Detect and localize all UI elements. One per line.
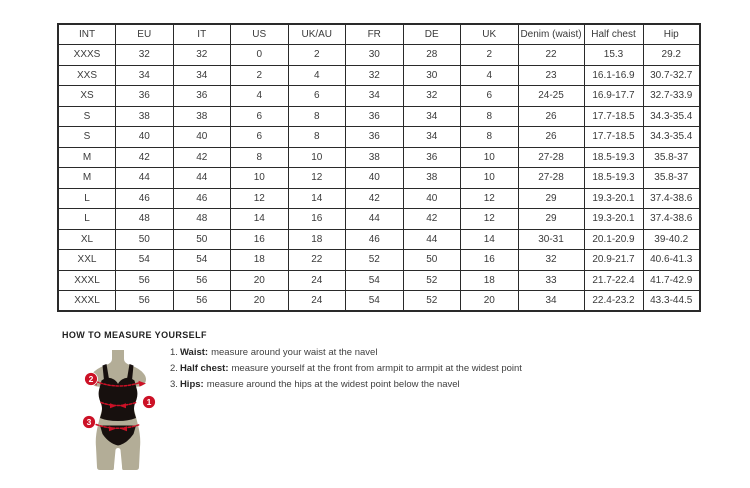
size-cell: 35.8-37 (643, 168, 700, 189)
size-cell: 44 (346, 209, 404, 230)
size-cell: 56 (116, 270, 174, 291)
size-cell: 46 (173, 188, 231, 209)
column-header: IT (173, 24, 231, 45)
size-cell: S (58, 106, 116, 127)
size-cell: 24 (288, 291, 346, 312)
size-cell: 48 (116, 209, 174, 230)
size-cell: 50 (173, 229, 231, 250)
column-header: DE (403, 24, 461, 45)
size-cell: 10 (461, 168, 519, 189)
size-cell: 26 (518, 106, 584, 127)
size-cell: 37.4-38.6 (643, 188, 700, 209)
size-cell: 6 (231, 127, 289, 148)
size-cell: 36 (116, 86, 174, 107)
size-cell: 23 (518, 65, 584, 86)
size-row (58, 45, 700, 66)
size-cell: 22 (518, 45, 584, 66)
size-cell: 19.3-20.1 (584, 188, 643, 209)
column-header: UK (461, 24, 519, 45)
size-cell: 42 (346, 188, 404, 209)
size-cell: 28 (403, 45, 461, 66)
measurement-figure (72, 347, 164, 471)
size-cell: 41.7-42.9 (643, 270, 700, 291)
size-cell: 29 (518, 188, 584, 209)
size-cell: S (58, 127, 116, 148)
size-cell: 42 (173, 147, 231, 168)
size-cell: 32 (346, 65, 404, 86)
size-cell: 44 (403, 229, 461, 250)
size-cell: 36 (346, 106, 404, 127)
size-cell: 0 (231, 45, 289, 66)
step-label: Hips: (179, 379, 204, 390)
size-cell: 2 (231, 65, 289, 86)
size-cell: 37.4-38.6 (643, 209, 700, 230)
size-cell: 16 (461, 250, 519, 271)
size-cell: 42 (403, 209, 461, 230)
size-row (58, 188, 700, 209)
measure-guide-title: HOW TO MEASURE YOURSELF (62, 330, 207, 340)
size-cell: 46 (346, 229, 404, 250)
size-cell: 20 (461, 291, 519, 312)
size-cell: XS (58, 86, 116, 107)
size-cell: 19.3-20.1 (584, 209, 643, 230)
size-cell: 56 (116, 291, 174, 312)
size-cell: 4 (288, 65, 346, 86)
step-label: Half chest: (179, 363, 229, 374)
size-cell: 34 (403, 127, 461, 148)
size-row (58, 147, 700, 168)
size-cell: 20 (231, 291, 289, 312)
size-cell: 43.3-44.5 (643, 291, 700, 312)
size-cell: 20.1-20.9 (584, 229, 643, 250)
size-cell: 12 (461, 209, 519, 230)
size-cell: 38 (346, 147, 404, 168)
size-cell: 36 (173, 86, 231, 107)
size-cell: 2 (288, 45, 346, 66)
size-row (58, 106, 700, 127)
size-cell: 32 (173, 45, 231, 66)
size-row (58, 127, 700, 148)
size-cell: 46 (116, 188, 174, 209)
size-cell: 40 (403, 188, 461, 209)
size-cell: M (58, 147, 116, 168)
size-cell: 34 (116, 65, 174, 86)
size-cell: 36 (346, 127, 404, 148)
size-cell: 6 (288, 86, 346, 107)
size-cell: 10 (461, 147, 519, 168)
size-cell: 32 (518, 250, 584, 271)
size-cell: 54 (116, 250, 174, 271)
size-cell: 54 (346, 270, 404, 291)
size-cell: 56 (173, 291, 231, 312)
size-cell: XXS (58, 65, 116, 86)
size-cell: 40.6-41.3 (643, 250, 700, 271)
size-cell: 42 (116, 147, 174, 168)
size-cell: 18 (461, 270, 519, 291)
size-cell: XXL (58, 250, 116, 271)
size-chart-header-row (58, 24, 700, 45)
size-cell: 8 (461, 127, 519, 148)
step-text: measure yourself at the front from armpit to armpit at the widest point (231, 363, 522, 374)
measure-step-hips (170, 379, 522, 390)
size-cell: 35.8-37 (643, 147, 700, 168)
size-row (58, 168, 700, 189)
size-cell: 32.7-33.9 (643, 86, 700, 107)
size-cell: 50 (116, 229, 174, 250)
measure-step-waist (170, 347, 522, 358)
size-row (58, 65, 700, 86)
size-cell: 14 (461, 229, 519, 250)
size-cell: 32 (116, 45, 174, 66)
size-cell: 30 (346, 45, 404, 66)
column-header: Hip (643, 24, 700, 45)
size-cell: 34 (346, 86, 404, 107)
size-cell: 48 (173, 209, 231, 230)
size-cell: 4 (231, 86, 289, 107)
size-cell: 27-28 (518, 147, 584, 168)
size-cell: 16.9-17.7 (584, 86, 643, 107)
column-header: FR (346, 24, 404, 45)
size-cell: 32 (403, 86, 461, 107)
size-row (58, 209, 700, 230)
step-text: measure around your waist at the navel (211, 347, 378, 358)
size-cell: 52 (403, 291, 461, 312)
size-cell: 21.7-22.4 (584, 270, 643, 291)
step-label: Waist: (179, 347, 209, 358)
size-cell: 34 (403, 106, 461, 127)
size-cell: 14 (231, 209, 289, 230)
size-cell: 30 (403, 65, 461, 86)
column-header: US (231, 24, 289, 45)
size-cell: 22.4-23.2 (584, 291, 643, 312)
size-cell: 10 (231, 168, 289, 189)
size-cell: 39-40.2 (643, 229, 700, 250)
mannequin-upper-body (90, 350, 146, 387)
size-row (58, 86, 700, 107)
size-cell: 12 (288, 168, 346, 189)
size-cell: 22 (288, 250, 346, 271)
size-cell: 20 (231, 270, 289, 291)
size-cell: 10 (288, 147, 346, 168)
size-cell: 8 (231, 147, 289, 168)
size-cell: 36 (403, 147, 461, 168)
size-cell: M (58, 168, 116, 189)
size-cell: 38 (116, 106, 174, 127)
size-cell: 20.9-21.7 (584, 250, 643, 271)
size-cell: 33 (518, 270, 584, 291)
mannequin-illustration (72, 347, 164, 471)
size-cell: 34.3-35.4 (643, 127, 700, 148)
half-chest-marker-number: 2 (88, 374, 94, 384)
size-cell: 26 (518, 127, 584, 148)
size-cell: 16 (288, 209, 346, 230)
size-cell: 40 (173, 127, 231, 148)
size-cell: 18.5-19.3 (584, 168, 643, 189)
size-cell: 52 (346, 250, 404, 271)
size-row (58, 250, 700, 271)
size-cell: 38 (403, 168, 461, 189)
size-cell: 34.3-35.4 (643, 106, 700, 127)
size-cell: 18 (288, 229, 346, 250)
size-cell: 29.2 (643, 45, 700, 66)
size-cell: 54 (346, 291, 404, 312)
size-cell: 4 (461, 65, 519, 86)
column-header: EU (116, 24, 174, 45)
size-cell: 38 (173, 106, 231, 127)
size-cell: 50 (403, 250, 461, 271)
size-cell: 30.7-32.7 (643, 65, 700, 86)
size-row (58, 229, 700, 250)
size-cell: 2 (461, 45, 519, 66)
size-cell: 40 (116, 127, 174, 148)
measure-step-half-chest (170, 363, 522, 374)
size-cell: 30-31 (518, 229, 584, 250)
size-cell: 44 (116, 168, 174, 189)
size-cell: 40 (346, 168, 404, 189)
size-cell: XXXL (58, 291, 116, 312)
size-cell: 8 (288, 106, 346, 127)
measure-steps (170, 347, 522, 395)
size-cell: 17.7-18.5 (584, 127, 643, 148)
step-number: 1. (170, 347, 178, 358)
column-header: Half chest (584, 24, 643, 45)
size-cell: XXXS (58, 45, 116, 66)
size-cell: 24 (288, 270, 346, 291)
size-cell: 12 (461, 188, 519, 209)
size-cell: 15.3 (584, 45, 643, 66)
size-cell: 34 (173, 65, 231, 86)
size-cell: 34 (518, 291, 584, 312)
size-cell: 18.5-19.3 (584, 147, 643, 168)
size-cell: 24-25 (518, 86, 584, 107)
column-header: INT (58, 24, 116, 45)
column-header: Denim (waist) (518, 24, 584, 45)
step-text: measure around the hips at the widest point below the navel (206, 379, 460, 390)
size-cell: 18 (231, 250, 289, 271)
size-cell: 16 (231, 229, 289, 250)
size-cell: 8 (461, 106, 519, 127)
size-cell: 14 (288, 188, 346, 209)
size-row (58, 270, 700, 291)
size-cell: 16.1-16.9 (584, 65, 643, 86)
hips-marker-number: 3 (86, 417, 92, 427)
size-cell: 27-28 (518, 168, 584, 189)
size-cell: 6 (461, 86, 519, 107)
size-cell: 12 (231, 188, 289, 209)
column-header: UK/AU (288, 24, 346, 45)
size-cell: L (58, 209, 116, 230)
size-cell: L (58, 188, 116, 209)
size-cell: 8 (288, 127, 346, 148)
size-cell: 17.7-18.5 (584, 106, 643, 127)
step-number: 2. (170, 363, 178, 374)
size-cell: XXXL (58, 270, 116, 291)
size-cell: 44 (173, 168, 231, 189)
size-cell: 29 (518, 209, 584, 230)
size-cell: 52 (403, 270, 461, 291)
waist-marker-number: 1 (146, 397, 152, 407)
size-cell: XL (58, 229, 116, 250)
step-number: 3. (170, 379, 178, 390)
size-cell: 54 (173, 250, 231, 271)
size-cell: 56 (173, 270, 231, 291)
size-chart-table (57, 23, 701, 312)
size-row (58, 291, 700, 312)
size-cell: 6 (231, 106, 289, 127)
